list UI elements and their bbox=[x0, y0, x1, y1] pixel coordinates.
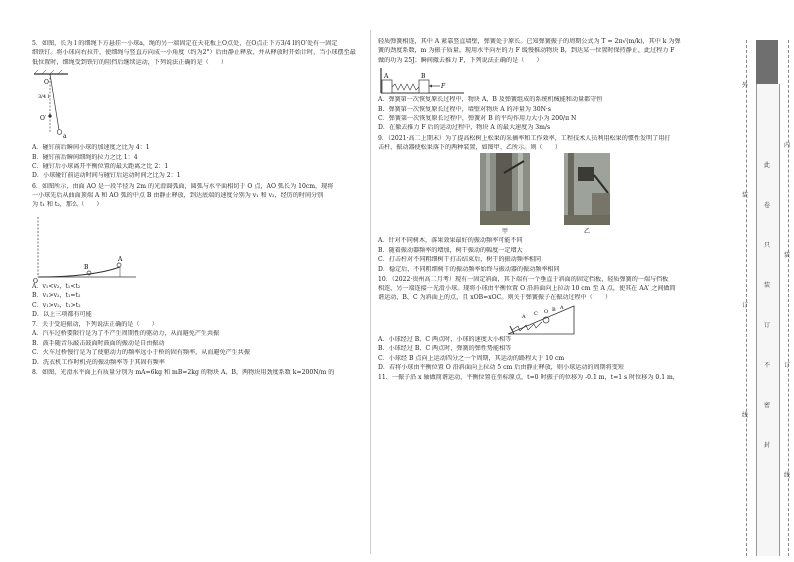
label-c: C bbox=[534, 310, 538, 317]
q5-option-a: A．碰钉前后瞬间小球的加速度之比为 4：1 bbox=[32, 144, 150, 152]
label-a-prime: A′ bbox=[522, 313, 527, 320]
inner-label-7: 密 bbox=[764, 402, 771, 409]
q10-option-d: D．若将小球由平衡位置 O 沿斜面向上拉动 5 cm 后由静止释放，则小球运动的周期将变短 bbox=[378, 364, 624, 372]
label-b: B bbox=[552, 306, 556, 313]
inner-label-2: 卷 bbox=[764, 202, 771, 209]
label-fraction: 3/4 l bbox=[38, 94, 50, 101]
outer-label-4: 线 bbox=[742, 412, 749, 419]
inner-label-8: 封 bbox=[764, 442, 771, 449]
q6-option-b: B．v₁>v₂，t₁=t₂ bbox=[32, 292, 81, 300]
arc-figure bbox=[32, 211, 142, 283]
inner-label-1: 此 bbox=[764, 162, 771, 169]
inner-mark-4: 线 bbox=[784, 472, 791, 479]
q8-option-a: A．弹簧第一次恢复原长过程中，物块 A、B 及弹簧组成的系统机械能和动量都守恒 bbox=[378, 96, 603, 104]
label-o: O bbox=[44, 79, 49, 87]
label-b: B bbox=[84, 263, 89, 271]
caption-yi: 乙 bbox=[584, 228, 591, 236]
q8-line-1: 轻质弹簧相连，其中 A 紧靠竖直墙壁，弹簧处于原长。已知弹簧振子的周期公式为 T = 2π√(m/k)，其中 k 为弹 bbox=[378, 38, 681, 45]
outer-label-3: 订 bbox=[742, 302, 749, 309]
label-a: a bbox=[63, 133, 67, 141]
pendulum-figure bbox=[32, 68, 112, 144]
inner-label-5: 订 bbox=[764, 322, 771, 329]
q8-option-b: B．弹簧第一次恢复原长过程中，墙壁对物块 A 的冲量为 30N·s bbox=[378, 105, 551, 113]
q10-option-c: C．小球经 B 点向上运动四分之一个周期，其运动的路程大于 10 cm bbox=[378, 354, 565, 362]
q9-option-d: D．稳定后，不同粗细树干的振动频率始终与振动器的振动频率相同 bbox=[378, 265, 560, 273]
caption-jia: 甲 bbox=[502, 228, 509, 236]
q10-stem-2: 相连，另一端连接一光滑小球。现将小球由平衡位置 O 沿斜面向上拉动 10 cm 至 A 点，使其在 AA′ 之间做简 bbox=[378, 285, 676, 293]
label-o: O bbox=[33, 277, 38, 283]
q5-stem-1: 5．如图，长为 l 的细绳下方悬挂一小球a，绳的另一端固定在天花板上O点处，在O点正下方3/4 l的O′处有一固定 bbox=[32, 40, 338, 47]
binding-strip bbox=[738, 40, 794, 556]
q9-stem-1: 9．（2021·高二上期末）为了提高松树上松果的采摘率和工作效率，工程技术人员利用松果的惯性发明了用打 bbox=[378, 134, 671, 142]
q7-stem: 7．关于受迫振动，下列说法正确的是（ ） bbox=[32, 321, 158, 329]
outer-cut-line bbox=[746, 40, 747, 556]
q5-option-d: D．小球碰钉前运动时间与碰钉后运动时间之比为 2：1 bbox=[32, 172, 181, 180]
q6-stem-2: 一小球先后从曲面顶端 A 和 AO 弧的中点 B 由静止释放，到达底端的速度分别为 v₁ 和 v₂，经历的时间分别 bbox=[32, 191, 324, 199]
q8-option-d: D．在撤去推力 F 后的运动过程中，物块 A 的最大速度为 3m/s bbox=[378, 124, 551, 132]
q9-figure bbox=[378, 153, 728, 237]
q9-option-c: C．打击杆对不同粗细树干打击结束后，树干的振动频率相同 bbox=[378, 256, 542, 264]
label-a: A bbox=[560, 304, 564, 311]
outer-label-1: 外 bbox=[742, 82, 749, 89]
q5-stem-2: 细铁钉。将小球向右拉开，使细绳与竖直方向成一小角度（约为2°）后由静止释放，并从释放时开始计时，当小球摆至最 bbox=[32, 49, 356, 57]
q10-stem-1: 10．（2022·贵州高二月考）现有一固定斜面，其下端有一个垂直于斜面的固定挡板，轻质弹簧的一端与挡板 bbox=[378, 275, 669, 283]
q9-stem-2: 击杆、振动器使松果落下的两种装置，如图甲、乙所示。则（ ） bbox=[378, 143, 561, 151]
q7-option-b: B．鼓手随音乐敲击鼓面时鼓面的振动是自由振动 bbox=[32, 339, 165, 347]
inner-label-4: 装 bbox=[764, 282, 771, 289]
q8-option-c: C．弹簧第一次恢复原长过程中，弹簧对 B 的平均作用力大小为 200/π N bbox=[378, 114, 577, 122]
label-o: O bbox=[544, 308, 549, 315]
q6-stem-1: 6．如图所示，由面 AO 是一段半径为 2m 的光滑圆弧面，圆弧与水平面相切于 O 点，AO 弧长为 10cm，现将 bbox=[32, 182, 334, 190]
left-column bbox=[32, 38, 362, 378]
q9-option-b: B．随着振动器频率的增加，树干振动的幅度一定增大 bbox=[378, 246, 523, 254]
inner-label-6: 不 bbox=[764, 362, 771, 369]
column-divider bbox=[370, 30, 371, 554]
inner-mark-3: 订 bbox=[784, 362, 791, 369]
spring-figure bbox=[378, 66, 468, 96]
photo-shaker bbox=[564, 153, 610, 225]
incline-figure bbox=[378, 304, 728, 336]
outer-label-2: 装 bbox=[742, 192, 749, 199]
q10-option-b: B．小球经过 B、C 两点时，弹簧的弹性势能相等 bbox=[378, 345, 512, 353]
q8-line-3: 做的功为 25J；瞬间撤去推力 F，下列说法正确的是（ ） bbox=[378, 56, 543, 64]
label-b: B bbox=[421, 73, 426, 81]
q6-option-d: D．以上三项都有可能 bbox=[32, 310, 92, 318]
label-o-prime: O′ bbox=[40, 115, 47, 123]
q5-stem-3: 低位置时，细绳受到铁钉的阻挡后继续运动，下列说法正确的是（ ） bbox=[32, 58, 227, 66]
q9-option-a: A．针对不同树木，落果效果最好的振动频率可能不同 bbox=[378, 237, 523, 245]
q6-option-c: C．v₁>v₂，t₁>t₂ bbox=[32, 301, 81, 309]
q8-line-2: 簧的劲度系数，m 为振子质量。现用水平向左的力 F 缓慢推动物块 B，到达某一位置时保持静止，此过程力 F bbox=[378, 47, 675, 55]
q7-option-d: D．洗衣机工作时机壳的振动频率等于其固有频率 bbox=[32, 358, 165, 366]
q7-option-a: A．汽车过桥要限行是为了不产生周期性的驱动力，从而避免产生共振 bbox=[32, 330, 220, 338]
photo-striking-pole bbox=[480, 153, 530, 225]
q6-stem-3: 为 t₁ 和 t₂，那么（ ） bbox=[32, 201, 103, 209]
label-a: A bbox=[384, 73, 389, 81]
q11-stem: 11．一振子沿 x 轴做简谐运动，平衡位置在坐标原点，t=0 时振子的位移为 -0.1 m，t=1 s 时位移为 0.1 m， bbox=[378, 374, 679, 382]
binding-gray-block bbox=[756, 40, 778, 84]
q5-option-c: C．碰钉后小球离开平衡位置的最大距离之比 2：1 bbox=[32, 162, 169, 170]
label-f: F bbox=[441, 83, 446, 91]
inner-mark-1: 内 bbox=[784, 142, 791, 149]
q7-option-c: C．火车过桥慢行是为了使驱动力的频率远小于桥的固有频率，从而避免产生共振 bbox=[32, 349, 250, 357]
q8-stem: 8．如图，光滑水平面上有质量分别为 mA=6kg 和 mB=2kg 的物块 A、B，两物块用劲度系数 k=200N/m 的 bbox=[32, 368, 335, 376]
q6-option-a: A．v₁<v₂，t₁<t₂ bbox=[32, 282, 81, 290]
label-a: A bbox=[118, 255, 123, 263]
right-column bbox=[378, 38, 728, 384]
q10-option-a: A．小球经过 B、C 两点时，小球的速度大小相等 bbox=[378, 335, 512, 343]
q10-stem-3: 谐运动，B、C 为斜面上的点，且 xOB=xOC。则关于弹簧振子在振动过程中（ ） bbox=[378, 294, 612, 302]
inner-label-3: 只 bbox=[764, 242, 771, 249]
inner-mark-2: 装 bbox=[784, 252, 791, 259]
q5-option-b: B．碰钉前后瞬间细绳的拉力之比 1：4 bbox=[32, 153, 138, 161]
